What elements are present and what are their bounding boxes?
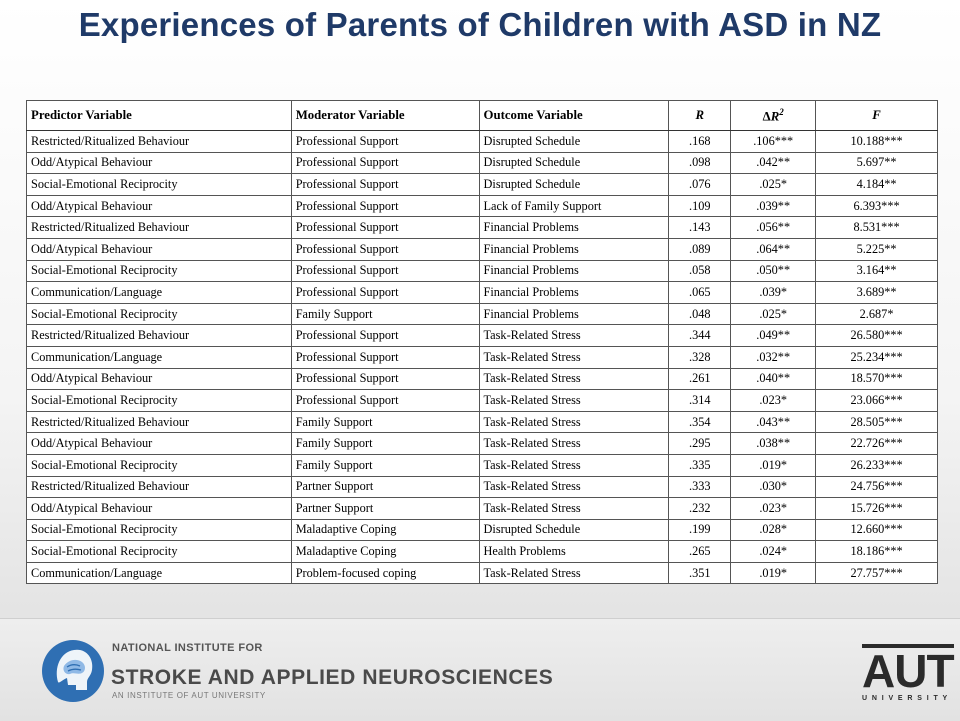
f-cell: 27.757***: [816, 562, 938, 584]
delta-r2-cell: .023*: [731, 498, 816, 520]
predictor-cell: Communication/Language: [27, 282, 292, 304]
table-row: [27, 519, 938, 541]
moderator-cell: Professional Support: [291, 368, 479, 390]
delta-r2-cell: .038**: [731, 433, 816, 455]
f-cell: 12.660***: [816, 519, 938, 541]
table-row: [27, 476, 938, 498]
f-cell: 23.066***: [816, 390, 938, 412]
outcome-cell: Financial Problems: [479, 217, 669, 239]
delta-r2-cell: .019*: [731, 454, 816, 476]
delta-r2-cell: .043**: [731, 411, 816, 433]
moderator-cell: Professional Support: [291, 131, 479, 153]
table-row: [27, 368, 938, 390]
outcome-cell: Task-Related Stress: [479, 476, 669, 498]
r-cell: .295: [669, 433, 731, 455]
outcome-cell: Task-Related Stress: [479, 411, 669, 433]
aut-university-label: UNIVERSITY: [862, 695, 953, 702]
table-row: [27, 346, 938, 368]
moderator-cell: Professional Support: [291, 217, 479, 239]
table-row: [27, 498, 938, 520]
f-cell: 28.505***: [816, 411, 938, 433]
moderator-cell: Professional Support: [291, 238, 479, 260]
delta-r2-cell: .032**: [731, 346, 816, 368]
outcome-cell: Financial Problems: [479, 282, 669, 304]
aut-logo: [862, 644, 954, 702]
delta-r2-cell: .040**: [731, 368, 816, 390]
outcome-cell: Financial Problems: [479, 303, 669, 325]
institute-line-3: AN INSTITUTE OF AUT UNIVERSITY: [112, 691, 266, 700]
table-row: [27, 260, 938, 282]
r-cell: .328: [669, 346, 731, 368]
predictor-cell: Social-Emotional Reciprocity: [27, 260, 292, 282]
r-cell: .335: [669, 454, 731, 476]
f-cell: 26.233***: [816, 454, 938, 476]
table-row: [27, 195, 938, 217]
predictor-cell: Odd/Atypical Behaviour: [27, 195, 292, 217]
r-cell: .261: [669, 368, 731, 390]
r-cell: .354: [669, 411, 731, 433]
predictor-cell: Communication/Language: [27, 346, 292, 368]
moderator-cell: Professional Support: [291, 195, 479, 217]
predictor-cell: Restricted/Ritualized Behaviour: [27, 217, 292, 239]
table-row: [27, 303, 938, 325]
table-row: [27, 541, 938, 563]
institute-line-2: STROKE AND APPLIED NEUROSCIENCES: [111, 666, 554, 689]
moderator-cell: Professional Support: [291, 346, 479, 368]
table-row: [27, 217, 938, 239]
header-outcome: Outcome Variable: [479, 101, 669, 131]
moderator-cell: Professional Support: [291, 174, 479, 196]
r-cell: .265: [669, 541, 731, 563]
table-row: [27, 411, 938, 433]
r-cell: .089: [669, 238, 731, 260]
predictor-cell: Social-Emotional Reciprocity: [27, 174, 292, 196]
header-f: F: [816, 101, 938, 131]
brain-head-logo-icon: [40, 638, 106, 704]
table-row: [27, 390, 938, 412]
f-cell: 26.580***: [816, 325, 938, 347]
delta-r2-cell: .030*: [731, 476, 816, 498]
header-r: R: [669, 101, 731, 131]
aut-mark: AUT: [862, 645, 954, 697]
moderator-cell: Problem-focused coping: [291, 562, 479, 584]
r-cell: .076: [669, 174, 731, 196]
delta-r2-cell: .019*: [731, 562, 816, 584]
f-cell: 3.164**: [816, 260, 938, 282]
table-header-row: [27, 101, 938, 131]
delta-r2-cell: .106***: [731, 131, 816, 153]
moderator-cell: Family Support: [291, 411, 479, 433]
predictor-cell: Odd/Atypical Behaviour: [27, 152, 292, 174]
f-cell: 24.756***: [816, 476, 938, 498]
table-row: [27, 152, 938, 174]
delta-r2-cell: .023*: [731, 390, 816, 412]
table-row: [27, 433, 938, 455]
outcome-cell: Disrupted Schedule: [479, 131, 669, 153]
predictor-cell: Restricted/Ritualized Behaviour: [27, 411, 292, 433]
outcome-cell: Task-Related Stress: [479, 433, 669, 455]
moderator-cell: Maladaptive Coping: [291, 519, 479, 541]
f-cell: 8.531***: [816, 217, 938, 239]
r-cell: .168: [669, 131, 731, 153]
r-cell: .048: [669, 303, 731, 325]
moderator-cell: Family Support: [291, 303, 479, 325]
moderator-cell: Partner Support: [291, 498, 479, 520]
moderator-cell: Maladaptive Coping: [291, 541, 479, 563]
delta-r2-cell: .042**: [731, 152, 816, 174]
r-cell: .344: [669, 325, 731, 347]
predictor-cell: Odd/Atypical Behaviour: [27, 433, 292, 455]
r-cell: .333: [669, 476, 731, 498]
outcome-cell: Task-Related Stress: [479, 390, 669, 412]
table-row: [27, 174, 938, 196]
moderator-cell: Family Support: [291, 454, 479, 476]
delta-r2-cell: .025*: [731, 174, 816, 196]
predictor-cell: Communication/Language: [27, 562, 292, 584]
predictor-cell: Restricted/Ritualized Behaviour: [27, 131, 292, 153]
table-body: [27, 131, 938, 584]
outcome-cell: Task-Related Stress: [479, 454, 669, 476]
f-cell: 22.726***: [816, 433, 938, 455]
table-row: [27, 325, 938, 347]
r-cell: .199: [669, 519, 731, 541]
delta-r2-cell: .039**: [731, 195, 816, 217]
delta-r2-cell: .025*: [731, 303, 816, 325]
moderator-cell: Partner Support: [291, 476, 479, 498]
predictor-cell: Social-Emotional Reciprocity: [27, 390, 292, 412]
outcome-cell: Task-Related Stress: [479, 368, 669, 390]
table-row: [27, 454, 938, 476]
moderator-cell: Professional Support: [291, 152, 479, 174]
results-table: [26, 100, 938, 584]
outcome-cell: Disrupted Schedule: [479, 174, 669, 196]
outcome-cell: Task-Related Stress: [479, 498, 669, 520]
moderator-cell: Family Support: [291, 433, 479, 455]
table-row: [27, 562, 938, 584]
r-cell: .351: [669, 562, 731, 584]
outcome-cell: Task-Related Stress: [479, 346, 669, 368]
outcome-cell: Disrupted Schedule: [479, 519, 669, 541]
f-cell: 6.393***: [816, 195, 938, 217]
outcome-cell: Financial Problems: [479, 260, 669, 282]
f-cell: 18.186***: [816, 541, 938, 563]
delta-symbol: Δ: [762, 109, 771, 124]
r-cell: .065: [669, 282, 731, 304]
predictor-cell: Social-Emotional Reciprocity: [27, 303, 292, 325]
slide-title: Experiences of Parents of Children with ASD in NZ: [78, 6, 882, 43]
r-cell: .143: [669, 217, 731, 239]
delta-r2-cell: .024*: [731, 541, 816, 563]
delta-r-superscript: 2: [779, 106, 784, 117]
f-cell: 5.225**: [816, 238, 938, 260]
f-cell: 2.687*: [816, 303, 938, 325]
predictor-cell: Odd/Atypical Behaviour: [27, 238, 292, 260]
f-cell: 4.184**: [816, 174, 938, 196]
f-cell: 10.188***: [816, 131, 938, 153]
outcome-cell: Disrupted Schedule: [479, 152, 669, 174]
predictor-cell: Social-Emotional Reciprocity: [27, 541, 292, 563]
f-cell: 5.697**: [816, 152, 938, 174]
f-cell: 15.726***: [816, 498, 938, 520]
predictor-cell: Social-Emotional Reciprocity: [27, 519, 292, 541]
table-row: [27, 238, 938, 260]
moderator-cell: Professional Support: [291, 282, 479, 304]
outcome-cell: Lack of Family Support: [479, 195, 669, 217]
outcome-cell: Task-Related Stress: [479, 325, 669, 347]
r-cell: .109: [669, 195, 731, 217]
r-cell: .232: [669, 498, 731, 520]
predictor-cell: Restricted/Ritualized Behaviour: [27, 476, 292, 498]
header-predictor: Predictor Variable: [27, 101, 292, 131]
moderator-cell: Professional Support: [291, 260, 479, 282]
r-cell: .098: [669, 152, 731, 174]
delta-r2-cell: .039*: [731, 282, 816, 304]
r-cell: .314: [669, 390, 731, 412]
header-delta-r2: [731, 101, 816, 131]
outcome-cell: Health Problems: [479, 541, 669, 563]
delta-r2-cell: .049**: [731, 325, 816, 347]
predictor-cell: Restricted/Ritualized Behaviour: [27, 325, 292, 347]
delta-r2-cell: .028*: [731, 519, 816, 541]
table-row: [27, 131, 938, 153]
delta-r2-cell: .056**: [731, 217, 816, 239]
delta-r2-cell: .064**: [731, 238, 816, 260]
delta-r-letter: R: [770, 109, 780, 124]
outcome-cell: Financial Problems: [479, 238, 669, 260]
f-cell: 3.689**: [816, 282, 938, 304]
outcome-cell: Task-Related Stress: [479, 562, 669, 584]
header-moderator: Moderator Variable: [291, 101, 479, 131]
r-cell: .058: [669, 260, 731, 282]
institute-line-1: NATIONAL INSTITUTE FOR: [112, 642, 263, 654]
predictor-cell: Odd/Atypical Behaviour: [27, 368, 292, 390]
predictor-cell: Social-Emotional Reciprocity: [27, 454, 292, 476]
predictor-cell: Odd/Atypical Behaviour: [27, 498, 292, 520]
delta-r2-cell: .050**: [731, 260, 816, 282]
moderator-cell: Professional Support: [291, 390, 479, 412]
table-row: [27, 282, 938, 304]
f-cell: 25.234***: [816, 346, 938, 368]
moderator-cell: Professional Support: [291, 325, 479, 347]
f-cell: 18.570***: [816, 368, 938, 390]
